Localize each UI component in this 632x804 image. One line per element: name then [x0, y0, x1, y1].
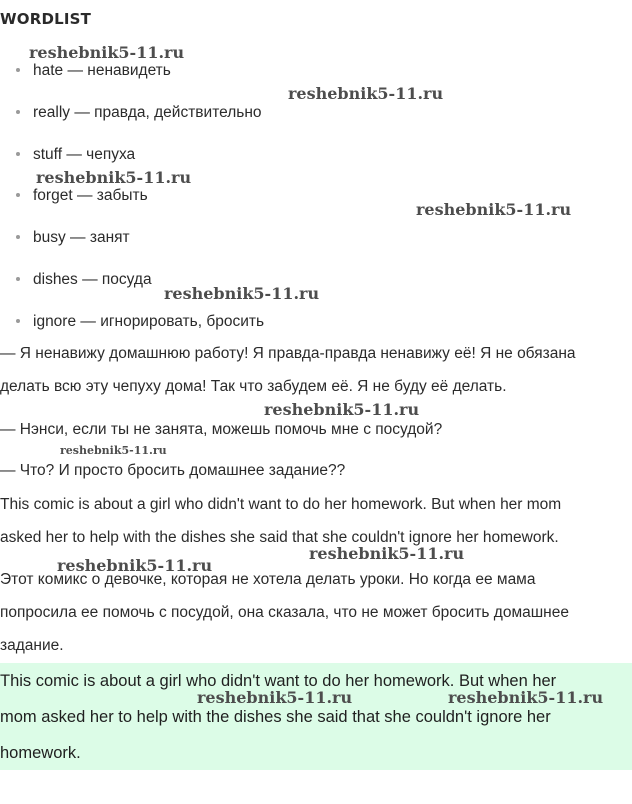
wordlist-heading: WORDLIST	[0, 10, 92, 28]
wordlist-item-text: ignore — игнорировать, бросить	[33, 313, 265, 330]
summary-en-line: This comic is about a girl who didn't want to do her homework. But when her mom	[0, 496, 562, 513]
wordlist-item-text: stuff — чепуха	[33, 146, 136, 163]
watermark: reshebnik5-11.ru	[36, 168, 192, 187]
bullet-icon	[16, 68, 20, 72]
dialogue-line: — Что? И просто бросить домашнее задание??	[0, 462, 346, 479]
dialogue-line: — Нэнси, если ты не занята, можешь помочь мне с посудой?	[0, 421, 443, 438]
wordlist-item-text: hate — ненавидеть	[33, 62, 171, 79]
summary-ru-line: Этот комикс о девочке, которая не хотела делать уроки. Но когда ее мама	[0, 571, 536, 588]
bullet-icon	[16, 110, 20, 114]
wordlist-item-text: dishes — посуда	[33, 271, 152, 288]
watermark: reshebnik5-11.ru	[288, 84, 444, 103]
wordlist-item	[16, 103, 262, 123]
bullet-icon	[16, 193, 20, 197]
bullet-icon	[16, 235, 20, 239]
summary-ru-line: попросила ее помочь с посудой, она сказала, что не может бросить домашнее	[0, 604, 569, 621]
watermark: reshebnik5-11.ru	[57, 556, 213, 575]
watermark: reshebnik5-11.ru	[197, 688, 353, 707]
answer-line: homework.	[0, 744, 81, 762]
wordlist-item	[16, 186, 148, 206]
answer-line: mom asked her to help with the dishes she said that she couldn't ignore her	[0, 708, 551, 726]
wordlist-item	[16, 61, 171, 81]
bullet-icon	[16, 319, 20, 323]
watermark: reshebnik5-11.ru	[448, 688, 604, 707]
wordlist-item	[16, 270, 152, 290]
summary-en-line: asked her to help with the dishes she said that she couldn't ignore her homework.	[0, 529, 559, 546]
wordlist-item	[16, 228, 130, 248]
watermark: reshebnik5-11.ru	[416, 200, 572, 219]
summary-ru-line: задание.	[0, 637, 64, 654]
wordlist-item-text: forget — забыть	[33, 187, 148, 204]
wordlist-item	[16, 145, 135, 165]
watermark: reshebnik5-11.ru	[164, 284, 320, 303]
watermark: reshebnik5-11.ru	[309, 544, 465, 563]
wordlist-item-text: busy — занят	[33, 229, 130, 246]
dialogue-line: — Я ненавижу домашнюю работу! Я правда-правда ненавижу её! Я не обязана	[0, 345, 576, 362]
bullet-icon	[16, 277, 20, 281]
wordlist-item-text: really — правда, действительно	[33, 104, 262, 121]
answer-line: This comic is about a girl who didn't want to do her homework. But when her	[0, 672, 557, 690]
wordlist-item	[16, 312, 264, 332]
watermark: reshebnik5-11.ru	[29, 43, 185, 62]
dialogue-line: делать всю эту чепуху дома! Так что забудем её. Я не буду её делать.	[0, 378, 507, 395]
watermark: reshebnik5-11.ru	[60, 444, 167, 457]
bullet-icon	[16, 152, 20, 156]
watermark: reshebnik5-11.ru	[264, 400, 420, 419]
